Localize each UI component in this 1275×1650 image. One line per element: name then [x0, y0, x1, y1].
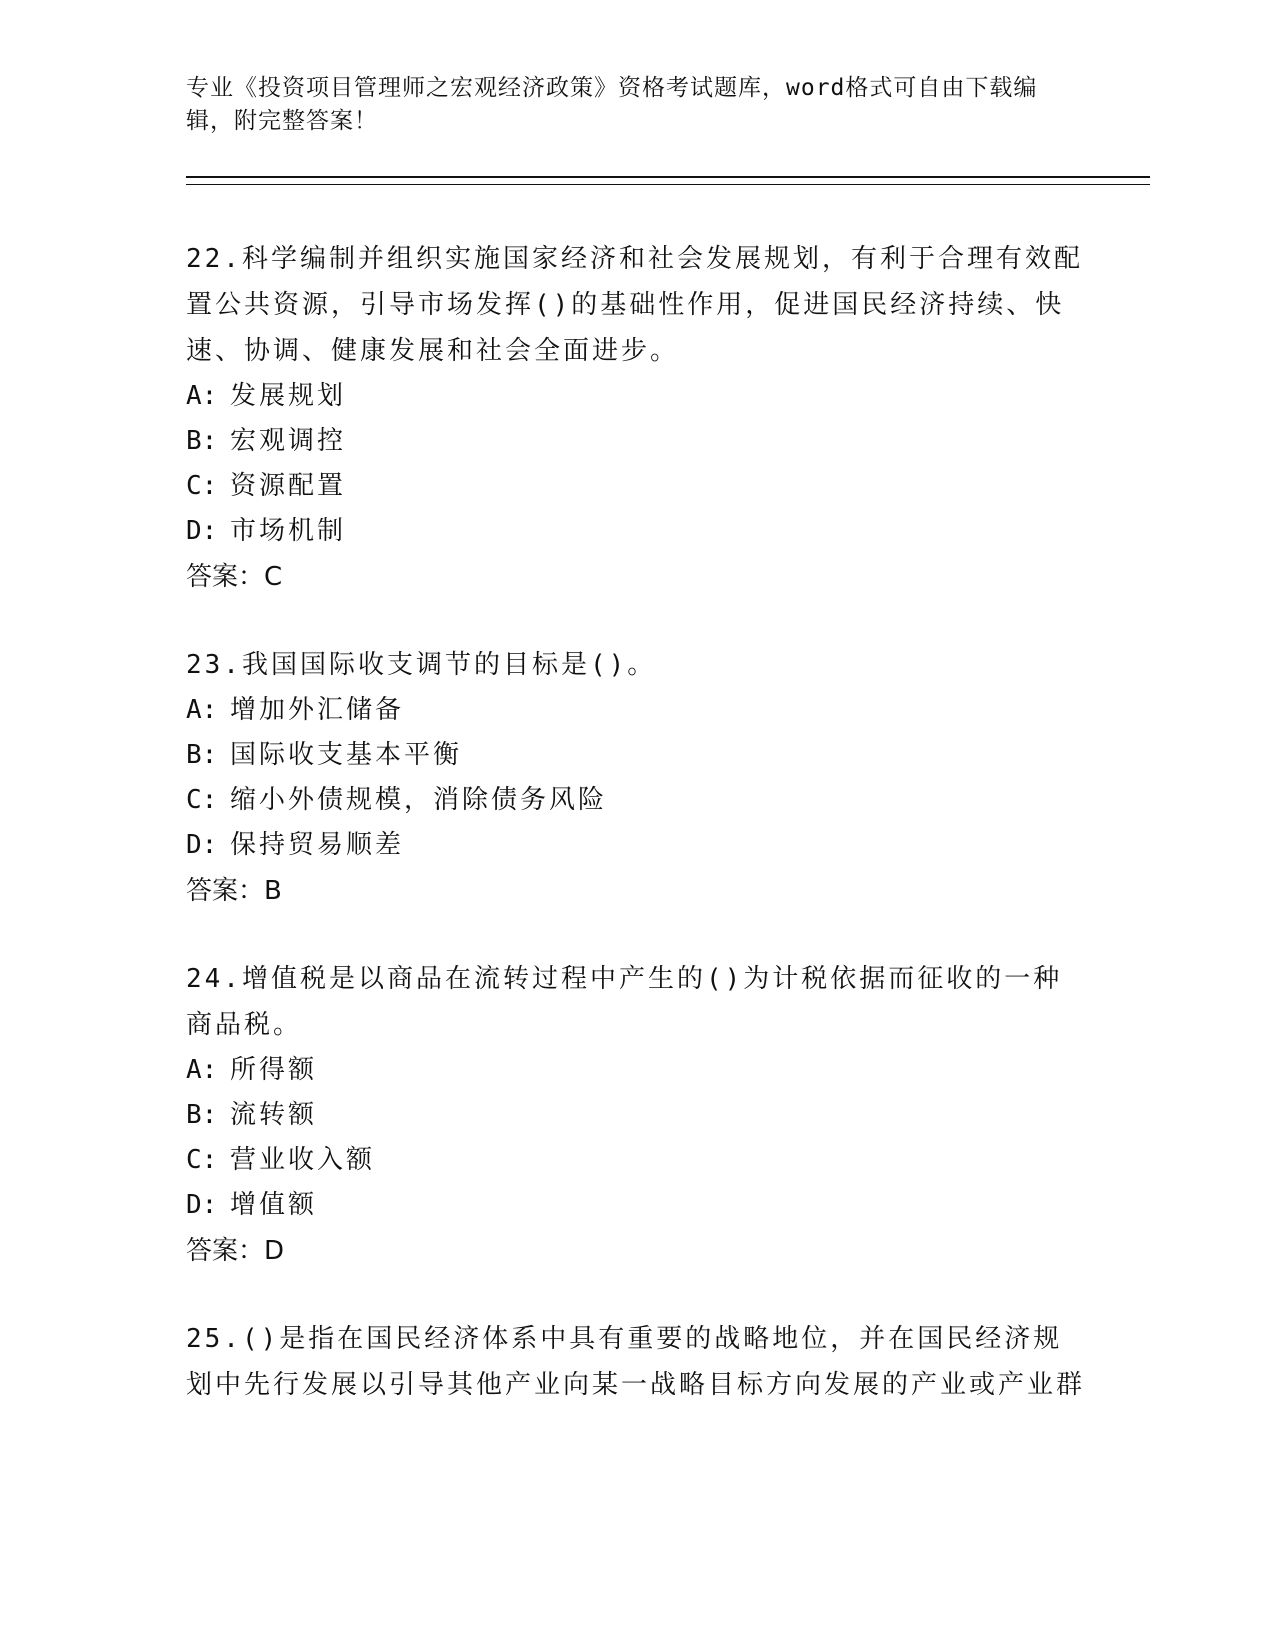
question-stem: 24.增值税是以商品在流转过程中产生的()为计税依据而征收的一种商品税。 — [186, 964, 1063, 1040]
question-stem: 23.我国国际收支调节的目标是()。 — [186, 650, 657, 680]
option-b — [186, 1093, 1086, 1138]
option-key: B: — [186, 1100, 218, 1130]
answer-value: D — [264, 1236, 285, 1266]
header-divider — [186, 176, 1150, 185]
option-key: B: — [186, 426, 218, 456]
option-text: 资源配置 — [230, 471, 347, 501]
option-key: A: — [186, 1055, 218, 1085]
option-text: 国际收支基本平衡 — [230, 740, 463, 770]
answer-label: 答案： — [186, 1236, 265, 1266]
option-key: A: — [186, 695, 218, 725]
answer-label: 答案： — [186, 562, 265, 592]
answer-line — [186, 1228, 1086, 1274]
answer-label: 答案： — [186, 876, 265, 906]
option-c — [186, 778, 1086, 823]
option-a — [186, 1048, 1086, 1093]
option-key: D: — [186, 830, 218, 860]
option-d — [186, 1183, 1086, 1228]
question-list — [186, 236, 1086, 1450]
option-text: 保持贸易顺差 — [230, 830, 405, 860]
option-c — [186, 464, 1086, 509]
option-text: 增加外汇储备 — [230, 695, 405, 725]
document-header: 专业《投资项目管理师之宏观经济政策》资格考试题库，word格式可自由下载编辑，附完整答案！ — [186, 75, 1038, 134]
option-d — [186, 823, 1086, 868]
question-24 — [186, 956, 1086, 1274]
option-key: C: — [186, 1145, 218, 1175]
answer-line — [186, 554, 1086, 600]
option-key: D: — [186, 516, 218, 546]
answer-value: B — [264, 876, 282, 906]
question-stem: 25.()是指在国民经济体系中具有重要的战略地位，并在国民经济规划中先行发展以引导其他产业向某一战略目标方向发展的产业或产业群 — [186, 1324, 1086, 1400]
option-text: 营业收入额 — [230, 1145, 376, 1175]
option-key: B: — [186, 740, 218, 770]
answer-line — [186, 868, 1086, 914]
option-key: C: — [186, 785, 218, 815]
option-c — [186, 1138, 1086, 1183]
option-text: 发展规划 — [230, 381, 347, 411]
option-text: 所得额 — [230, 1055, 318, 1085]
option-text: 市场机制 — [230, 516, 347, 546]
option-a — [186, 374, 1086, 419]
option-a — [186, 688, 1086, 733]
option-text: 增值额 — [230, 1190, 318, 1220]
question-25 — [186, 1316, 1086, 1408]
option-text: 缩小外债规模，消除债务风险 — [230, 785, 608, 815]
question-23 — [186, 642, 1086, 914]
option-text: 宏观调控 — [230, 426, 347, 456]
option-d — [186, 509, 1086, 554]
option-key: A: — [186, 381, 218, 411]
question-stem: 22.科学编制并组织实施国家经济和社会发展规划，有利于合理有效配置公共资源，引导市场发挥()的基础性作用，促进国民经济持续、快速、协调、健康发展和社会全面进步。 — [186, 244, 1083, 366]
option-text: 流转额 — [230, 1100, 318, 1130]
option-b — [186, 419, 1086, 464]
option-b — [186, 733, 1086, 778]
question-22 — [186, 236, 1086, 600]
option-key: C: — [186, 471, 218, 501]
option-key: D: — [186, 1190, 218, 1220]
answer-value: C — [264, 562, 283, 592]
